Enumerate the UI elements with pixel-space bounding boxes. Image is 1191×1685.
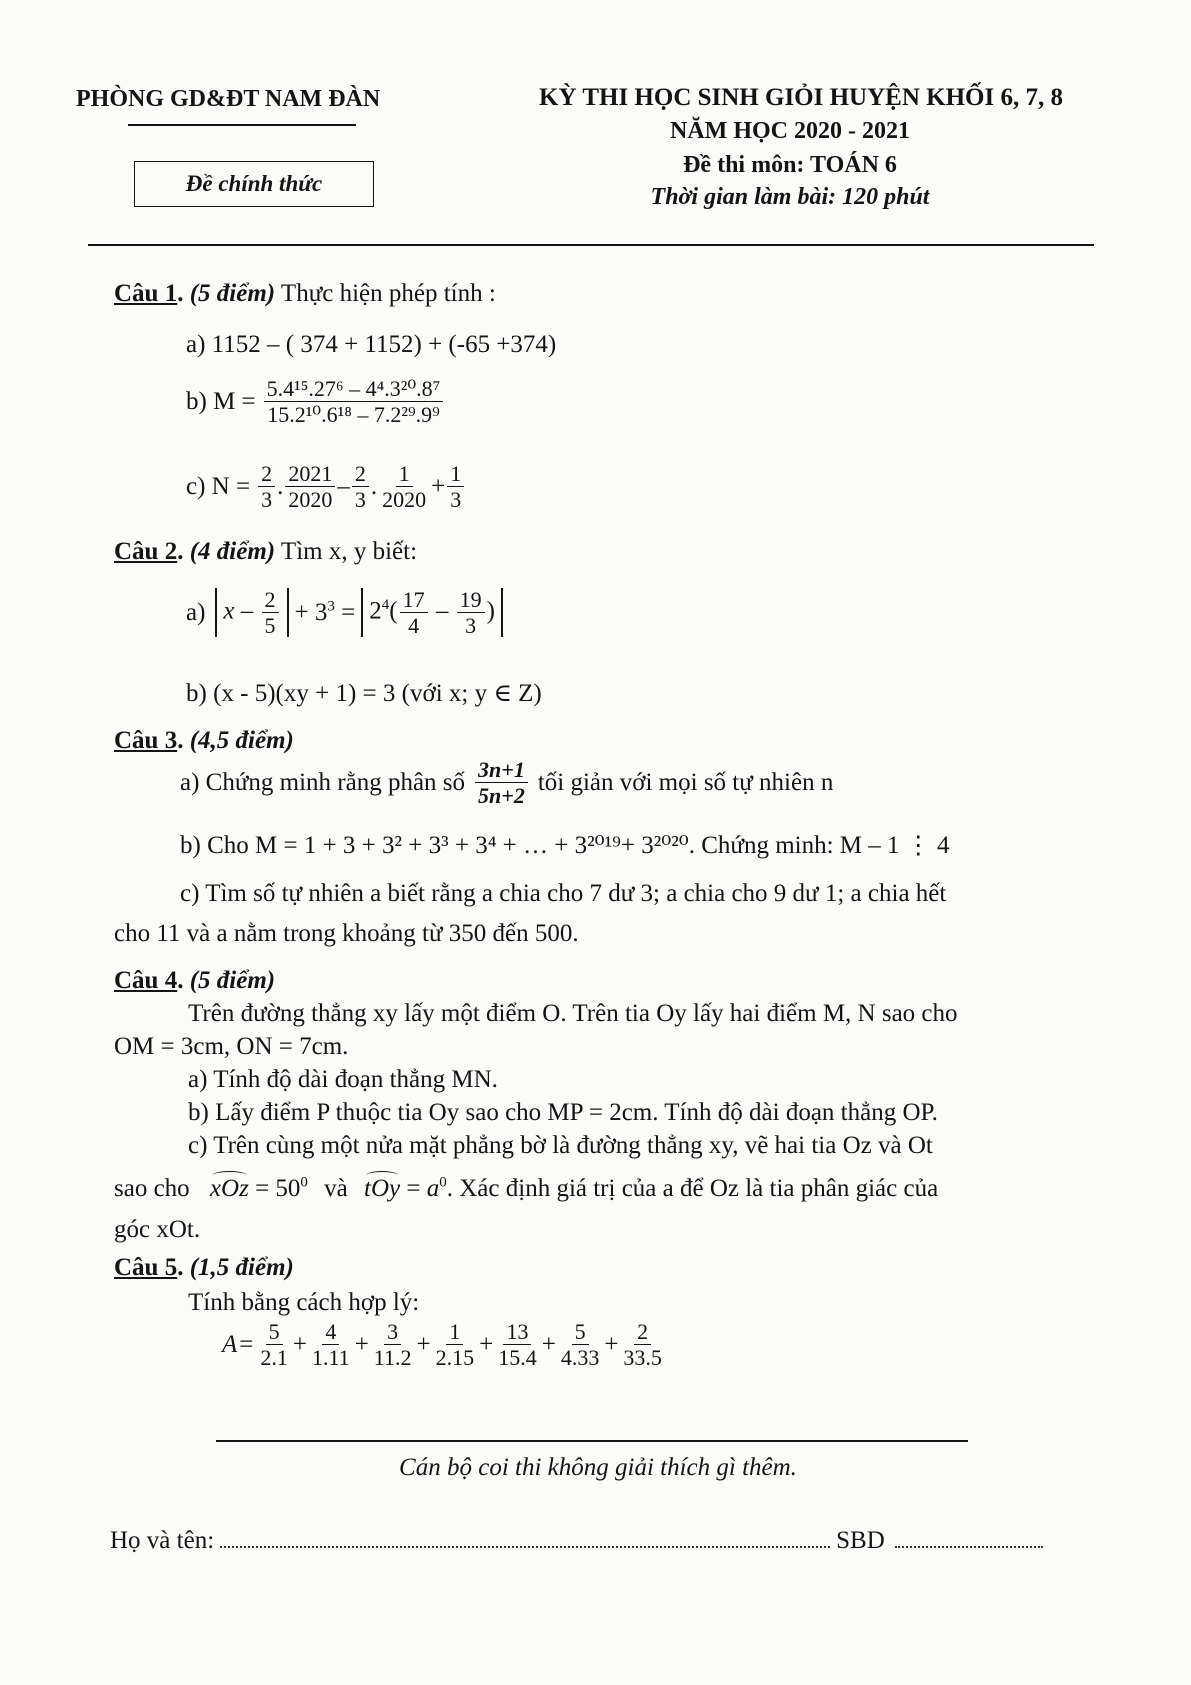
q1-part-b xyxy=(186,377,445,426)
q4-label: Câu 4 xyxy=(114,967,178,994)
q1-b-denominator: 15.2¹⁰.6¹⁸ – 7.2²⁹.9⁹ xyxy=(267,402,440,428)
official-box xyxy=(134,161,374,207)
q4-intro-line1: Trên đường thẳng xy lấy một điểm O. Trên tia Oy lấy hai điểm M, N sao cho xyxy=(188,1000,958,1027)
q1-part-a: a) 1152 – ( 374 + 1152) + (-65 +374) xyxy=(186,331,557,358)
q1-points: (5 điểm) xyxy=(189,280,276,307)
q1-heading: Câu 1. (5 điểm) Thực hiện phép tính : xyxy=(114,280,496,307)
q3-a-after: tối giản với mọi số tự nhiên n xyxy=(537,768,834,796)
q2-part-b: b) (x - 5)(xy + 1) = 3 (với x; y ∈ Z) xyxy=(186,680,542,707)
q4-part-b: b) Lấy điểm P thuộc tia Oy sao cho MP = 2cm. Tính độ dài đoạn thẳng OP. xyxy=(188,1099,938,1126)
q1-c-prefix: c) N = xyxy=(186,472,251,500)
school-year: NĂM HỌC 2020 - 2021 xyxy=(670,118,910,144)
name-dotted-field xyxy=(220,1546,830,1548)
header-rule xyxy=(88,244,1094,246)
q5-points: (1,5 điểm) xyxy=(189,1254,294,1281)
q1-b-fraction xyxy=(264,377,444,426)
q1-part-c: c) N = $\frac{2}{3}$ . $\frac{2021}{2020}$ – $\frac{2}{3}$ . $\frac{1}{2020}$ + $\frac{1}{3}$ xyxy=(186,462,466,511)
q2-part-a: a) x – $\frac{2}{5}$ + $3^3$ = $2^4$( $\frac{17}{4}$ – $\frac{19}{3}$ ) xyxy=(186,588,503,637)
q4-part-a: a) Tính độ dài đoạn thẳng MN. xyxy=(188,1066,498,1093)
q2-heading: Câu 2. (4 điểm) Tìm x, y biết: xyxy=(114,538,418,565)
q2-label: Câu 2 xyxy=(114,538,178,565)
q4-part-c-line1: c) Trên cùng một nửa mặt phẳng bờ là đường thẳng xy, vẽ hai tia Oz và Ot xyxy=(188,1132,933,1159)
exam-subject: Đề thi môn: TOÁN 6 xyxy=(683,152,897,178)
q5-label: Câu 5 xyxy=(114,1254,178,1281)
q3-part-a xyxy=(180,758,833,807)
q2-task: Tìm x, y biết: xyxy=(280,538,418,565)
q2-a-prefix: a) xyxy=(186,598,206,626)
footer-rule xyxy=(216,1440,968,1442)
q3-part-c-line2: cho 11 và a nằm trong khoảng từ 350 đến 500. xyxy=(114,920,579,947)
q5-task: Tính bằng cách hợp lý: xyxy=(188,1289,420,1316)
q1-label: Câu 1 xyxy=(114,280,178,307)
q3-points: (4,5 điểm) xyxy=(189,727,294,754)
q1-task: Thực hiện phép tính : xyxy=(280,280,496,307)
exam-time: Thời gian làm bài: 120 phút xyxy=(650,184,930,210)
q1-b-prefix: b) M = xyxy=(186,387,256,415)
q2-points: (4 điểm) xyxy=(189,538,276,565)
footer-note: Cán bộ coi thi không giải thích gì thêm. xyxy=(399,1454,797,1481)
q4-intro-line2: OM = 3cm, ON = 7cm. xyxy=(114,1033,349,1060)
exam-title: KỲ THI HỌC SINH GIỎI HUYỆN KHỐI 6, 7, 8 xyxy=(539,84,1063,111)
q4-heading: Câu 4. (5 điểm) xyxy=(114,967,276,994)
name-label: Họ và tên: xyxy=(110,1527,215,1554)
q3-a-before: a) Chứng minh rằng phân số xyxy=(180,768,466,796)
q3-label: Câu 3 xyxy=(114,727,178,754)
department-underline xyxy=(128,124,356,126)
q3-a-fraction: $\frac{3n+1}{5n+2}$ xyxy=(475,758,528,807)
sbd-dotted-field xyxy=(895,1546,1043,1548)
q3-heading: Câu 3. (4,5 điểm) xyxy=(114,727,294,754)
q4-part-c-line3: góc xOt. xyxy=(114,1216,201,1243)
q5-heading: Câu 5. (1,5 điểm) xyxy=(114,1254,294,1281)
sbd-label: SBD xyxy=(836,1527,885,1554)
candidate-line xyxy=(110,1527,1043,1555)
official-label: Đề chính thức xyxy=(185,171,323,196)
q4-part-c-line2: sao cho xOz = $50^0$ và tOy = $a^0$. Xác định giá trị của a để Oz là tia phân giác của xyxy=(114,1174,939,1202)
q3-part-c-line1: c) Tìm số tự nhiên a biết rằng a chia cho 7 dư 3; a chia cho 9 dư 1; a chia hết xyxy=(180,880,947,907)
q3-part-b: b) Cho M = 1 + 3 + 3² + 3³ + 3⁴ + … + 3²⁰¹⁹+ 3²⁰²⁰. Chứng minh: M – 1 ⋮ 4 xyxy=(180,832,950,859)
q5-expression: A = $\frac{5}{2.1}$ + $\frac{4}{1.11}$ + $\frac{3}{11.2}$ + $\frac{1}{2.15}$ + $\frac{13}{15.4}$ + $\frac{5}{4.33}$ + $\frac{2}{33.5}$ xyxy=(222,1319,662,1371)
q1-b-numerator: 5.4¹⁵.27⁶ – 4⁴.3²⁰.8⁷ xyxy=(264,377,444,402)
department-name: PHÒNG GD&ĐT NAM ĐÀN xyxy=(76,86,381,112)
q4-points: (5 điểm) xyxy=(189,967,276,994)
